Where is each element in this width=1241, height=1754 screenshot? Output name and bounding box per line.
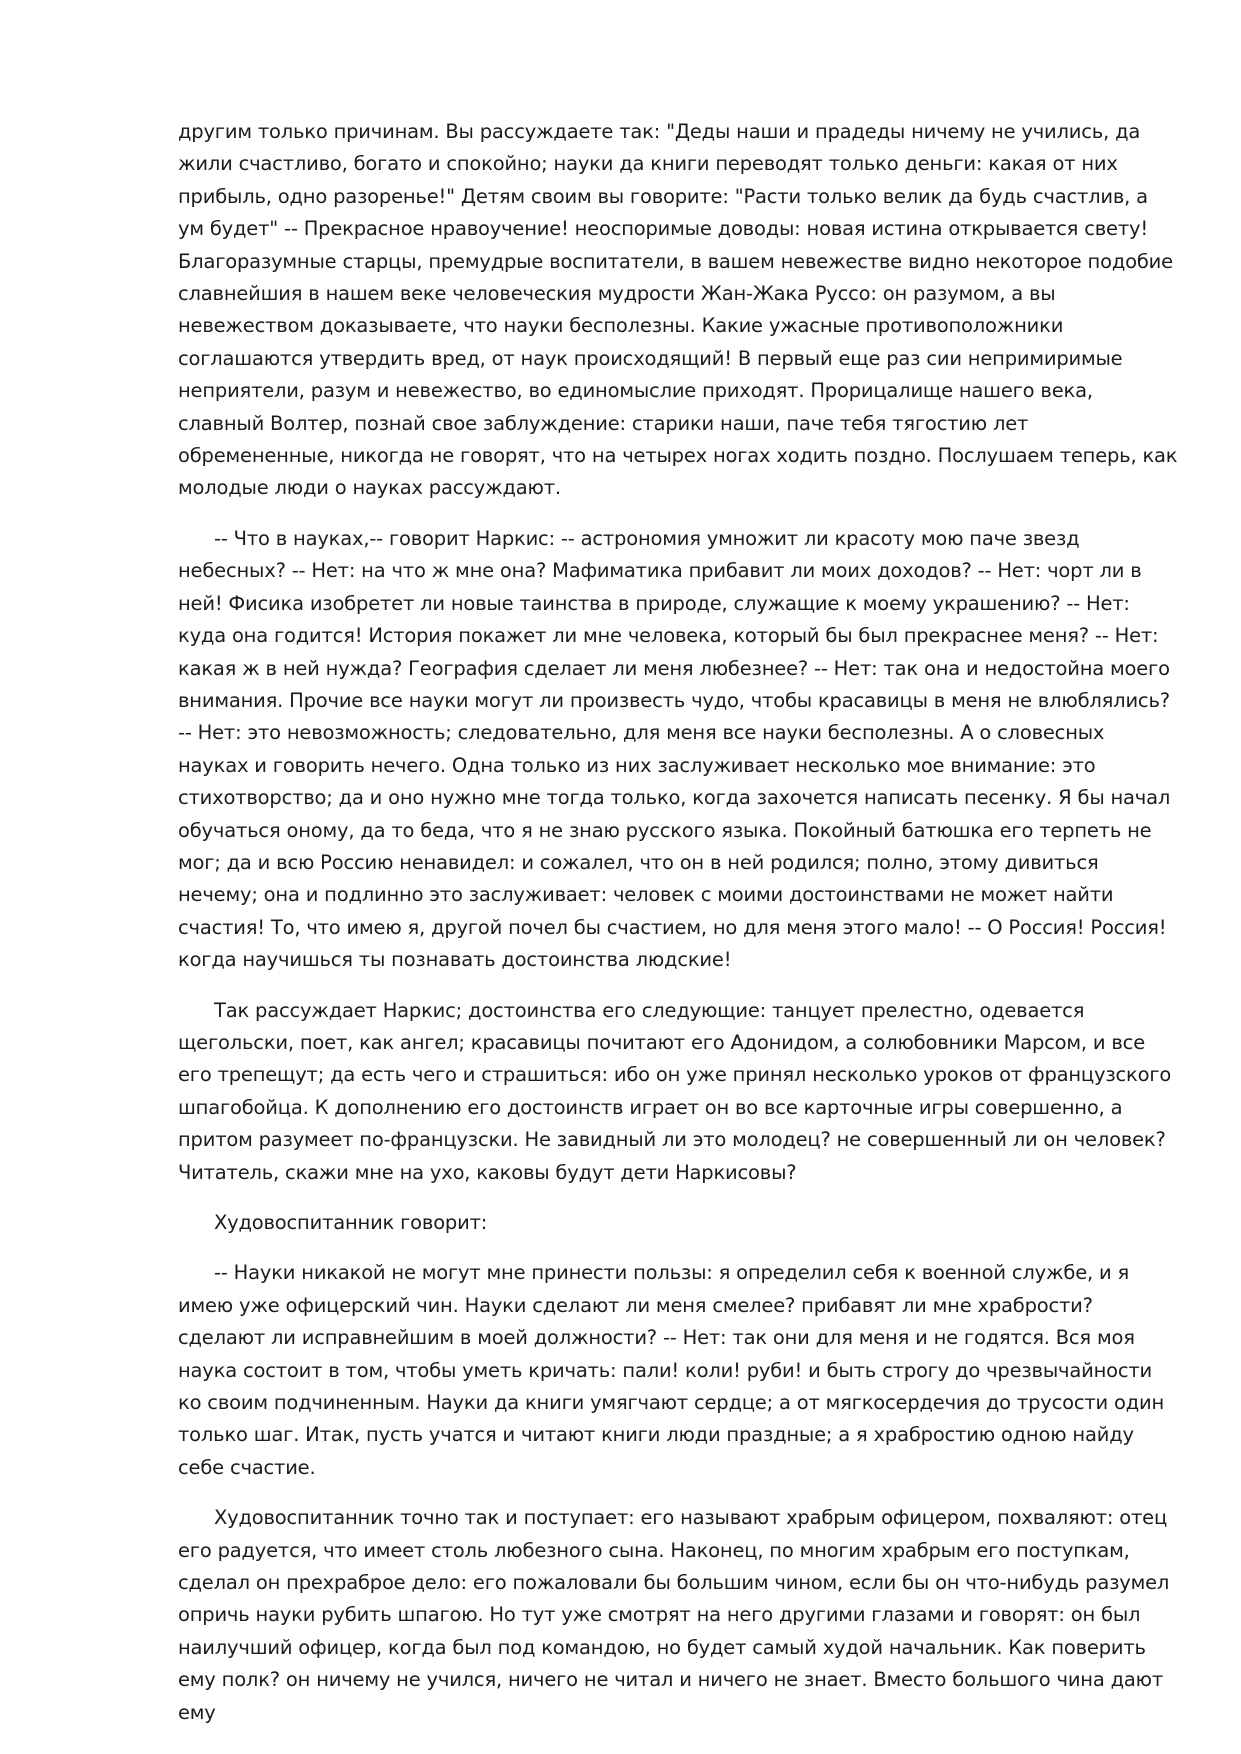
- paragraph-5: -- Науки никакой не могут мне принести пользы: я определил себя к военной службе, и я имею уже офицерский чин. Науки сделают ли меня смелее? прибавят ли мне храбрости? сделают ли исправнейшим в моей должности? -- Нет: так они для меня и не годятся. Вся моя наука состоит в том, чтобы уметь кричать: пали! коли! руби! и быть строгу до чрезвычайности ко своим подчиненным. Науки да книги умягчают сердце; а от мягкосердечия до трусости один только шаг. Итак, пусть учатся и читают книги люди праздные; а я храбростию одною найду себе счастие.: [178, 1261, 1165, 1479]
- paragraph-1: другим только причинам. Вы рассуждаете так: "Деды наши и прадеды ничему не учились, да жили счастливо, богато и спокойно; науки да книги переводят только деньги: какая от них прибыль, одно разоренье!" Детям своим вы говорите: "Расти только велик да будь счастлив, а ум будет" -- Прекрасное нравоучение! неоспоримые доводы: новая истина открывается свету! Благоразумные старцы, премудрые воспитатели, в вашем невежестве видно некоторое подобие славнейшия в нашем веке человеческия мудрости Жан-Жака Руссо: он разумом, а вы невежеством доказываете, что науки бесполезны. Какие ужасные противоположники соглашаются утвердить вред, от наук происходящий! В первый еще раз сии непримиримые неприятели, разум и невежество, во единомыслие приходят. Прорицалище нашего века, славный Волтер, познай свое заблуждение: старики наши, паче тебя тягостию лет обремененные, никогда не говорят, что на четырех ногах ходить поздно. Послушаем теперь, как молодые люди о науках рассуждают.: [178, 120, 1178, 500]
- paragraph-3: Так рассуждает Наркис; достоинства его следующие: танцует прелестно, одевается щегольски, поет, как ангел; красавицы почитают его Адонидом, а солюбовники Марсом, и все его трепещут; да есть чего и страшиться: ибо он уже принял несколько уроков от французского шпагобойца. К дополнению его достоинств играет он во все карточные игры совершенно, а притом разумеет по-французски. Не завидный ли это молодец? не совершенный ли он человек? Читатель, скажи мне на ухо, каковы будут дети Наркисовы?: [178, 998, 1172, 1184]
- paragraph-6: Худовоспитанник точно так и поступает: его называют храбрым офицером, похваляют: отец его радуется, что имеет столь любезного сына. Наконец, по многим храбрым его поступкам, сделал он прехраброе дело: его пожаловали бы большим чином, если бы он что-нибудь разумел опричь науки рубить шпагою. Но тут уже смотрят на него другими глазами и говорят: он был наилучший офицер, когда был под командою, но будет самый худой начальник. Как поверить ему полк? он ничему не учился, ничего не читал и ничего не знает. Вместо большого чина дают ему: [178, 1506, 1170, 1724]
- paragraph-2: -- Что в науках,-- говорит Наркис: -- астрономия умножит ли красоту мою паче звезд небесных? -- Нет: на что ж мне она? Мафиматика прибавит ли моих доходов? -- Нет: чорт ли в ней! Фисика изобретет ли новые таинства в природе, служащие к моему украшению? -- Нет: куда она годится! История покажет ли мне человека, который бы был прекраснее меня? -- Нет: какая ж в ней нужда? География сделает ли меня любезнее? -- Нет: так она и недостойна моего внимания. Прочие все науки могут ли произвесть чудо, чтобы красавицы в меня не влюблялись? -- Нет: это невозможность; следовательно, для меня все науки бесполезны. А о словесных науках и говорить нечего. Одна только из них заслуживает несколько мое внимание: это стихотворство; да и оно нужно мне тогда только, когда захочется написать песенку. Я бы начал обучаться оному, да то беда, что я не знаю русского языка. Покойный батюшка его терпеть не мог; да и всю Россию ненавидел: и сожалел, что он в ней родился; полно, этому дивиться нечему; она и подлинно это заслуживает: человек с моими достоинствами не может найти счастия! То, что имею я, другой почел бы счастием, но для меня этого мало! -- О Россия! Россия! когда научишься ты познавать достоинства людские!: [178, 526, 1171, 972]
- paragraph-4: Худовоспитанник говорит:: [214, 1211, 488, 1234]
- document-page: [178, 116, 1178, 1747]
